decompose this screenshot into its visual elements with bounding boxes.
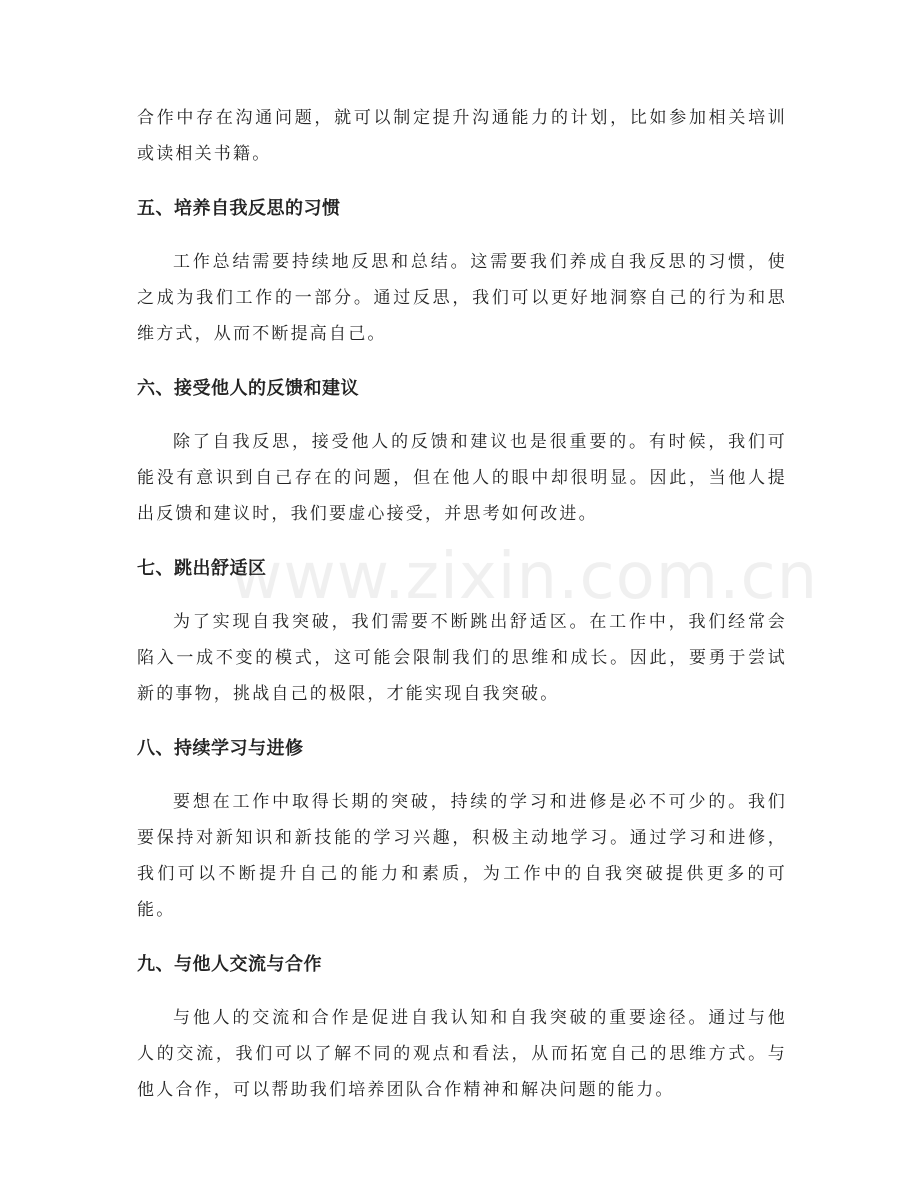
section-heading-7: 七、跳出舒适区: [137, 558, 267, 579]
section-heading-8: 八、持续学习与进修: [137, 738, 304, 759]
section-body-5: 工作总结需要持续地反思和总结。这需要我们养成自我反思的习惯，使之成为我们工作的一部分。通过反思，我们可以更好地洞察自己的行为和思维方式，从而不断提高自己。: [137, 252, 787, 344]
section-body-6: 除了自我反思，接受他人的反馈和建议也是很重要的。有时候，我们可能没有意识到自己存在的问题，但在他人的眼中却很明显。因此，当他人提出反馈和建议时，我们要虚心接受，并思考如何改进。: [137, 432, 787, 524]
section-heading-5: 五、培养自我反思的习惯: [137, 198, 341, 219]
document-body: [137, 100, 787, 1108]
section-body-7: 为了实现自我突破，我们需要不断跳出舒适区。在工作中，我们经常会陷入一成不变的模式，这可能会限制我们的思维和成长。因此，要勇于尝试新的事物，挑战自己的极限，才能实现自我突破。: [137, 612, 787, 704]
section-heading-9: 九、与他人交流与合作: [137, 954, 322, 975]
watermark-text: www.zixin.com.cn: [230, 540, 819, 614]
section-body-9: 与他人的交流和合作是促进自我认知和自我突破的重要途径。通过与他人的交流，我们可以了解不同的观点和看法，从而拓宽自己的思维方式。与他人合作，可以帮助我们培养团队合作精神和解决问题的能力。: [137, 1008, 787, 1100]
section-body-8: 要想在工作中取得长期的突破，持续的学习和进修是必不可少的。我们要保持对新知识和新技能的学习兴趣，积极主动地学习。通过学习和进修，我们可以不断提升自己的能力和素质，为工作中的自我突破提供更多的可能。: [137, 792, 787, 920]
intro-paragraph: 合作中存在沟通问题，就可以制定提升沟通能力的计划，比如参加相关培训或读相关书籍。: [137, 108, 787, 164]
section-heading-6: 六、接受他人的反馈和建议: [137, 378, 359, 399]
